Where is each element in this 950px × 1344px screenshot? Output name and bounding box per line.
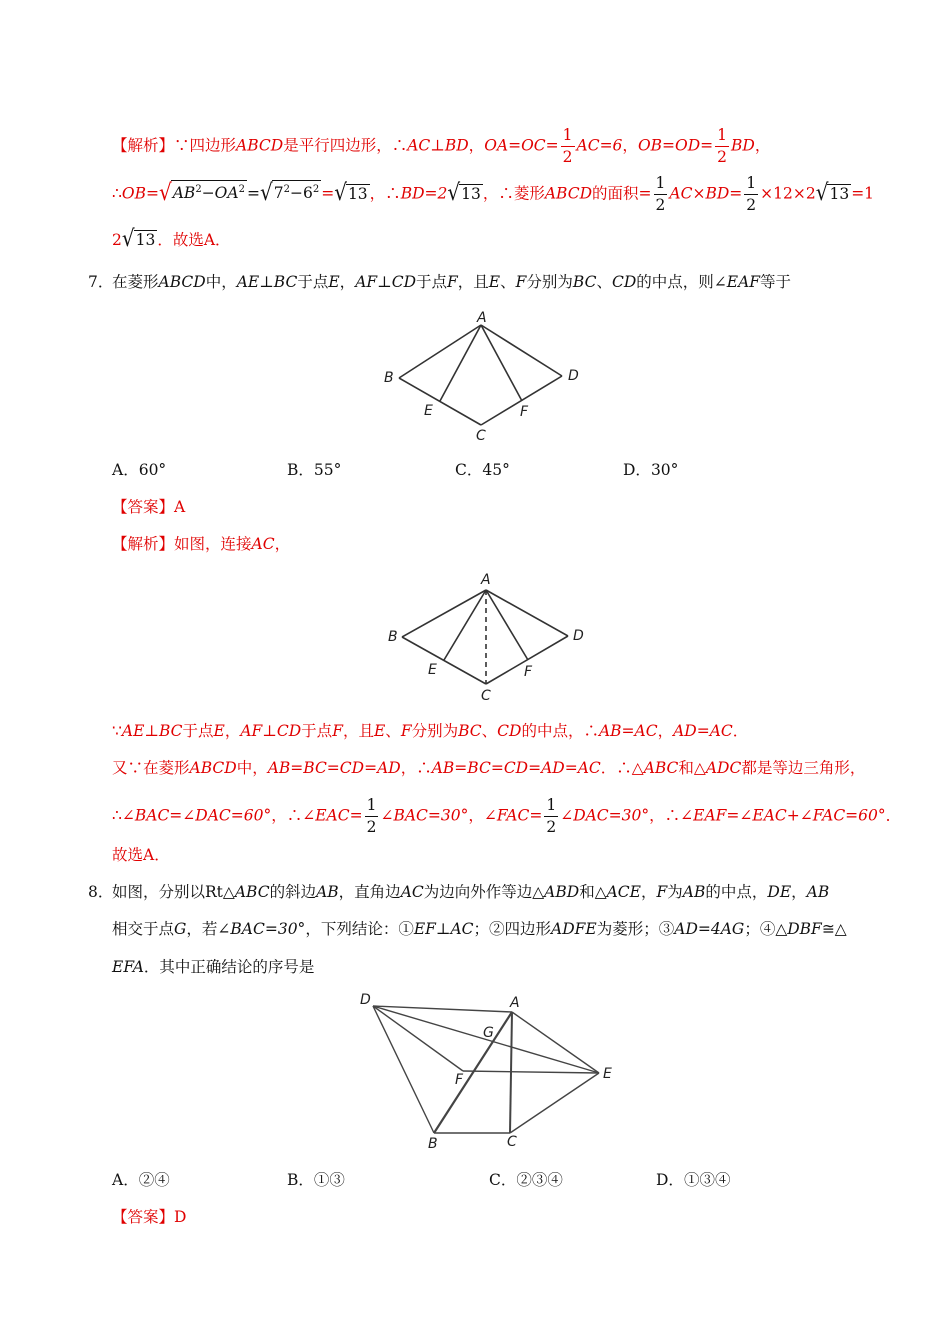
label-d: D (573, 628, 584, 644)
q8-stem-line-1: 8．如图，分别以Rt△ABC的斜边AB，直角边AC为边向外作等边△ABD和△ACE，F为AB的中点，DE，AB (88, 883, 830, 901)
q8-option-a[interactable]: A．②④ (112, 1171, 170, 1189)
label-d: D (360, 992, 371, 1008)
q7-solution-line-4: 故选A． (112, 846, 170, 864)
label-a: A (477, 310, 487, 326)
q7-solution-line-3: ∴∠BAC=∠DAC=60°，∴∠EAC= $\frac{1}{2}$ ∠BAC=30°，∠FAC= $\frac{1}{2}$ ∠DAC=30°，∴∠EAF=∠EAC+∠FAC=60°． (112, 796, 902, 836)
q7-solution-intro: 【解析】如图，连接AC， (112, 535, 291, 553)
q7-solution-figure (380, 566, 595, 706)
fraction: $\frac{1}{2}$ (746, 174, 757, 214)
q6-solution-line-2: $\therefore OB=√AB^2-OA^2 =√7^2-6^2 =√13$ ，∴BD=2√13 ，∴菱形ABCD的面积= $\frac{1}{2}$ AC×BD= $\frac{1}{2}$ ×12×2√13 =1 (112, 174, 875, 214)
label-f: F (520, 404, 529, 420)
q7-answer: 【答案】A (112, 498, 186, 516)
fraction: $\frac{1}{2}$ (562, 126, 573, 166)
q6-solution-line-3: 2√13 ．故选A． (112, 224, 231, 252)
q7-option-b[interactable]: B．55° (287, 461, 342, 479)
label-f: F (455, 1072, 464, 1088)
q6-solution-line-1: 【解析】∵四边形ABCD是平行四边形，∴AC⊥BD，OA=OC= $\frac{1}{2}$ AC=6，OB=OD= $\frac{1}{2}$ BD， (112, 126, 771, 166)
label-b: B (428, 1136, 438, 1152)
q8-answer: 【答案】D (112, 1208, 187, 1226)
label-c: C (507, 1134, 517, 1150)
fraction: $\frac{1}{2}$ (366, 796, 377, 836)
label-g: G (483, 1025, 494, 1041)
q8-option-c[interactable]: C．②③④ (489, 1171, 563, 1189)
label-b: B (384, 370, 394, 386)
label-b: B (388, 629, 398, 645)
q7-solution-line-2: 又∵在菱形ABCD中，AB=BC=CD=AD，∴AB=BC=CD=AD=AC．∴△ABC和△ADC都是等边三角形， (112, 759, 866, 777)
q7-option-d[interactable]: D．30° (623, 461, 679, 479)
q7-option-a[interactable]: A．60° (112, 461, 167, 479)
label-e: E (424, 403, 433, 419)
label-e: E (428, 662, 437, 678)
square-root: $AB^2-OA^2$ (171, 180, 247, 202)
fraction: $\frac{1}{2}$ (546, 796, 557, 836)
q7-rhombus-figure (378, 308, 588, 448)
square-root: $7^2-6^2$ (272, 180, 321, 202)
q7-stem: 7．在菱形ABCD中，AE⊥BC于点E，AF⊥CD于点F，且E、F分别为BC、CD的中点，则∠EAF等于 (88, 273, 792, 291)
label-c: C (476, 428, 486, 444)
label-f: F (524, 664, 533, 680)
q7-option-c[interactable]: C．45° (455, 461, 510, 479)
square-root: 13 (135, 231, 156, 249)
radical-sign: √ (259, 177, 273, 206)
radical-sign: √ (121, 224, 135, 252)
q8-option-d[interactable]: D．①③④ (656, 1171, 731, 1189)
label-e: E (603, 1066, 612, 1082)
q8-stem-line-2: 相交于点G，若∠BAC=30°，下列结论：①EF⊥AC；②四边形ADFE为菱形；③AD=4AG；④△DBF≅△ (112, 920, 847, 938)
radical-sign: √ (334, 177, 347, 206)
label-a: A (510, 995, 520, 1011)
label-c: C (481, 688, 491, 704)
q8-option-b[interactable]: B．①③ (287, 1171, 345, 1189)
q7-solution-line-1: ∵AE⊥BC于点E，AF⊥CD于点F，且E、F分别为BC、CD的中点，∴AB=AC，AD=AC． (112, 722, 749, 740)
label-a: A (481, 572, 491, 588)
q8-triangle-figure (352, 990, 627, 1155)
square-root: 13 (829, 184, 850, 203)
square-root: 13 (347, 184, 368, 203)
radical-sign: √ (815, 177, 829, 206)
radical-sign: √ (158, 177, 172, 206)
fraction: $\frac{1}{2}$ (655, 174, 666, 214)
square-root: 13 (461, 184, 481, 203)
fraction: $\frac{1}{2}$ (717, 126, 728, 166)
q8-stem-line-3: EFA．其中正确结论的序号是 (112, 958, 315, 976)
label-d: D (568, 368, 579, 384)
radical-sign: √ (447, 177, 461, 206)
